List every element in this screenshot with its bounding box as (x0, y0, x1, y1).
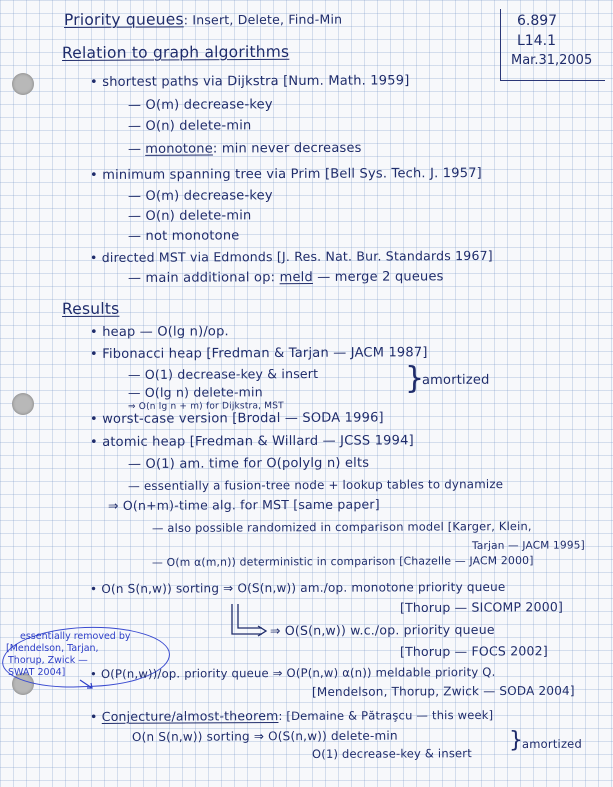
amortized-label-2: amortized (521, 736, 582, 751)
meldable-queue-line: • O(P(n,w))/op. priority queue ⇒ O(P(n,w) α(n)) meldable priority Q. (89, 664, 496, 681)
monotone-definition: : min never decreases (212, 140, 362, 157)
prim-not-monotone: — not monotone (127, 228, 240, 244)
graph-section-heading: Relation to graph algorithms (61, 42, 290, 62)
deterministic-line: — O(m α(m,n)) deterministic in comparison [Chazelle — JACM 2000] (151, 554, 534, 569)
amortized-label: amortized (421, 372, 490, 388)
edmonds-line: • directed MST via Edmonds [J. Res. Nat. Bur. Standards 1967] (89, 247, 493, 265)
fib-delete-min: — O(lg n) delete-min (127, 384, 263, 400)
meld-word: meld (279, 270, 313, 286)
edmonds-op-suffix: — merge 2 queues (317, 269, 444, 286)
conjecture-citation: : [Demaine & Pătraşcu — this week] (278, 707, 494, 724)
fibonacci-heap-line: • Fibonacci heap [Fredman & Tarjan — JACM 1987] (89, 345, 428, 362)
atomic-heap-time: — O(1) am. time for O(polylg n) elts (127, 455, 370, 472)
lecture-number: L14.1 (517, 33, 556, 49)
worst-case-line: • worst-case version [Brodal — SODA 1996] (89, 410, 384, 427)
title-topic: Priority queues (63, 10, 184, 29)
atomic-heap-line: • atomic heap [Fredman & Willard — JCSS 1994] (89, 433, 414, 450)
conjecture-line: • Conjecture/almost-theorem: [Demaine & Pătraşcu — this week] (89, 707, 494, 724)
prim-decrease-key: — O(m) decrease-key (127, 188, 273, 204)
atomic-heap-fusion: — essentially a fusion-tree node + lookup tables to dynamize (127, 477, 504, 493)
monotone-word: monotone (145, 141, 213, 157)
sorting-equivalence-line: • O(n S(n,w)) sorting ⇒ O(S(n,w)) am./op. monotone priority queue (89, 579, 506, 596)
dijkstra-decrease-key: — O(m) decrease-key (127, 97, 273, 113)
dijkstra-delete-min: — O(n) delete-min (127, 118, 252, 134)
margin-note-line-3: Thorup, Zwick — (8, 655, 88, 666)
course-number: 6.897 (517, 13, 558, 29)
title-ops: : Insert, Delete, Find-Min (183, 11, 343, 28)
amortized-brace-2: } (509, 728, 523, 753)
randomized-citation: Tarjan — JACM 1995] (471, 539, 585, 552)
meldable-queue-citation: [Mendelson, Thorup, Zwick — SODA 2004] (311, 683, 575, 699)
results-heading: Results (61, 299, 120, 318)
edmonds-op-prefix: — main additional op: (127, 270, 276, 286)
fib-decrease-key: — O(1) decrease-key & insert (127, 366, 319, 382)
margin-note-line-2: [Mendelson, Tarjan, (6, 643, 99, 654)
atomic-mst-line: ⇒ O(n+m)-time alg. for MST [same paper] (107, 496, 380, 513)
worst-case-queue-citation: [Thorup — FOCS 2002] (399, 643, 548, 659)
conjecture-sorting-line: O(n S(n,w)) sorting ⇒ O(S(n,w)) delete-min (131, 728, 398, 744)
randomized-line: — also possible randomized in comparison model [Karger, Klein, (151, 519, 532, 535)
margin-note-line-4: SWAT 2004] (8, 667, 66, 678)
heap-line: • heap — O(lg n)/op. (89, 324, 229, 340)
margin-note-line-1: essentially removed by (20, 631, 131, 642)
fib-dijkstra-consequence: ⇒ O(n lg n + m) for Dijkstra, MST (127, 401, 284, 412)
monotone-line: — monotone: min never decreases (127, 140, 362, 157)
conjecture-decrease-key: O(1) decrease-key & insert (311, 746, 472, 761)
prim-line: • minimum spanning tree via Prim [Bell Sys. Tech. J. 1957] (89, 165, 482, 183)
amortized-brace: } (405, 361, 425, 396)
worst-case-queue-line: ⇒ O(S(n,w)) w.c./op. priority queue (269, 621, 495, 638)
prim-delete-min: — O(n) delete-min (127, 208, 252, 224)
lecture-date: Mar.31,2005 (511, 53, 593, 68)
dijkstra-line: • shortest paths via Dijkstra [Num. Math. 1959] (89, 73, 410, 90)
sorting-citation: [Thorup — SICOMP 2000] (399, 599, 564, 615)
conjecture-word: Conjecture/almost-theorem (101, 708, 279, 724)
